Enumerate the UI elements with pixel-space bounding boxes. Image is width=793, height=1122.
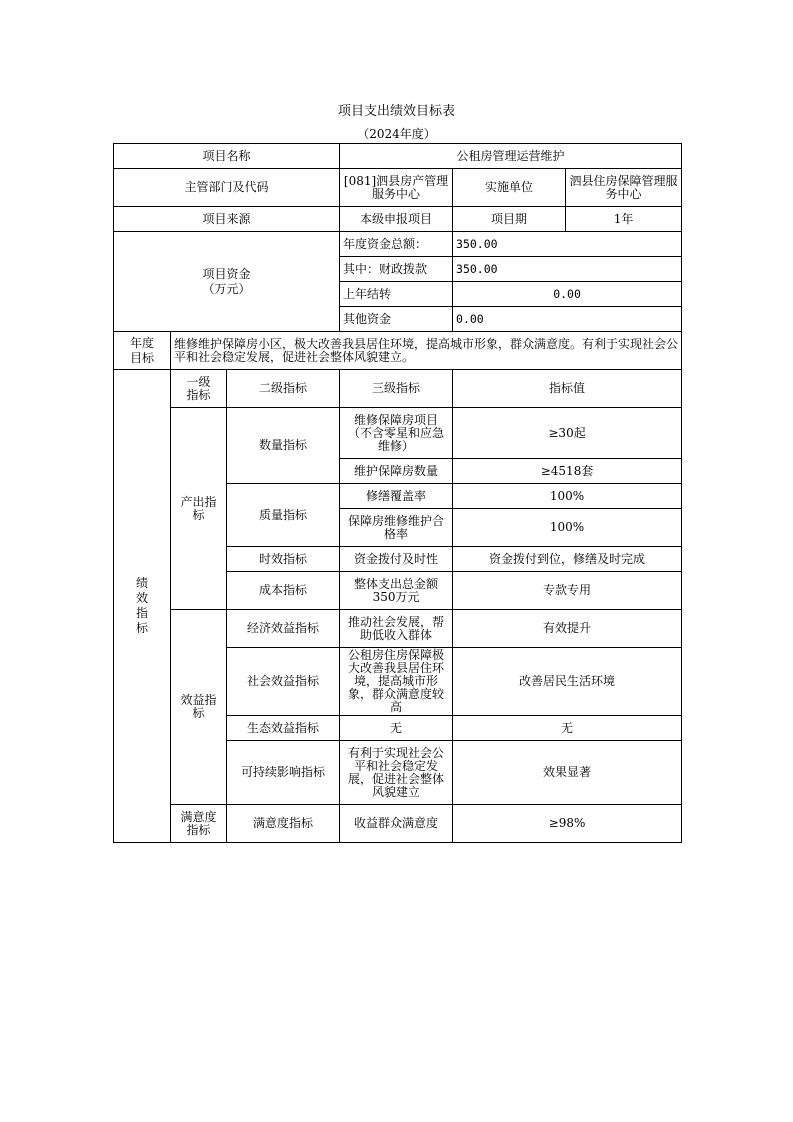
social-indicator-label: 社会效益指标	[227, 648, 340, 716]
annual-goal-label	[114, 332, 171, 370]
cost-indicator-label: 成本指标	[227, 572, 340, 610]
indicator-name: 推动社会发展，帮助低收入群体	[340, 610, 453, 648]
funds-row-label: 年度资金总额：	[340, 232, 453, 257]
row-quantity-1	[114, 408, 682, 459]
indicator-name: 资金拨付及时性	[340, 547, 453, 572]
indicator-value: 效果显著	[453, 741, 682, 805]
project-name-label: 项目名称	[114, 144, 340, 169]
ecological-indicator-label: 生态效益指标	[227, 716, 340, 741]
satisfaction-indicators-label	[171, 805, 227, 843]
department-value: [081]泗县房产管理服务中心	[340, 169, 453, 207]
funds-row-label: 上年结转	[340, 282, 453, 307]
implementing-unit-label: 实施单位	[453, 169, 566, 207]
indicator-name: 有利于实现社会公平和社会稳定发展，促进社会整体风貌建立	[340, 741, 453, 805]
indicator-name: 保障房维修维护合格率	[340, 509, 453, 547]
implementing-unit-value: 泗县住房保障管理服务中心	[566, 169, 682, 207]
row-satisfaction	[114, 805, 682, 843]
benefit-indicators-label	[171, 610, 227, 805]
indicator-value: 改善居民生活环境	[453, 648, 682, 716]
row-indicator-header	[114, 370, 682, 408]
timeliness-indicator-label: 时效指标	[227, 547, 340, 572]
indicator-name: 收益群众满意度	[340, 805, 453, 843]
period-label: 项目期	[453, 207, 566, 232]
satisfaction-indicators-text: 满意度指标	[180, 809, 217, 837]
funds-label-text: 项目资金（万元）	[202, 266, 251, 296]
row-funds-total	[114, 232, 682, 257]
funds-row-value: 350.00	[453, 257, 682, 282]
row-economic	[114, 610, 682, 648]
indicator-name: 修缮覆盖率	[340, 484, 453, 509]
output-indicators-label	[171, 408, 227, 610]
funds-label	[114, 232, 340, 332]
indicator-value: 100%	[453, 509, 682, 547]
row-source	[114, 207, 682, 232]
annual-goal-label-text: 年度目标	[129, 335, 154, 365]
benefit-indicators-text: 效益指标	[180, 693, 217, 720]
quality-indicator-label: 质量指标	[227, 484, 340, 547]
funds-row-value: 0.00	[453, 307, 682, 332]
cost-indicator-name-text: 整体支出总金额350万元	[354, 576, 439, 604]
indicator-value: 资金拨付到位，修缮及时完成	[453, 547, 682, 572]
indicator-name: 维护保障房数量	[340, 459, 453, 484]
indicator-name: 维修保障房项目（不含零星和应急维修）	[340, 408, 453, 459]
quantity-indicator-label: 数量指标	[227, 408, 340, 484]
row-department	[114, 169, 682, 207]
indicator-value: 100%	[453, 484, 682, 509]
project-name-value: 公租房管理运营维护	[340, 144, 682, 169]
annual-goal-text: 维修维护保障房小区，极大改善我县居住环境，提高城市形象，群众满意度。有利于实现社会公平和社会稳定发展，促进社会整体风貌建立。	[171, 332, 682, 370]
indicator-name: 无	[340, 716, 453, 741]
performance-indicators-text: 绩效指标	[135, 576, 148, 635]
output-indicators-text: 产出指标	[180, 494, 217, 522]
performance-indicators-label	[114, 370, 171, 843]
indicator-name: 公租房住房保障极大改善我县居住环境，提高城市形象，群众满意度较高	[340, 648, 453, 716]
department-label: 主管部门及代码	[114, 169, 340, 207]
row-annual-goal	[114, 332, 682, 370]
indicator-value: 专款专用	[453, 572, 682, 610]
indicator-name	[340, 572, 453, 610]
funds-row-value: 350.00	[453, 232, 682, 257]
document-title: 项目支出绩效目标表	[337, 104, 455, 119]
funds-row-label: 其他资金	[340, 307, 453, 332]
row-project-name	[114, 144, 682, 169]
header-level2: 二级指标	[227, 370, 340, 408]
indicator-value: ≥30起	[453, 408, 682, 459]
header-level3: 三级指标	[340, 370, 453, 408]
indicator-value: ≥4518套	[453, 459, 682, 484]
sustainable-indicator-label: 可持续影响指标	[227, 741, 340, 805]
indicator-value: 无	[453, 716, 682, 741]
funds-row-value: 0.00	[453, 282, 682, 307]
funds-row-label: 其中：财政拨款	[340, 257, 453, 282]
period-value: 1年	[566, 207, 682, 232]
indicator-value: 有效提升	[453, 610, 682, 648]
document-year: （2024年度）	[357, 127, 436, 141]
header-value: 指标值	[453, 370, 682, 408]
source-value: 本级申报项目	[340, 207, 453, 232]
satisfaction-sub-label: 满意度指标	[227, 805, 340, 843]
indicator-value: ≥98%	[453, 805, 682, 843]
source-label: 项目来源	[114, 207, 340, 232]
header-level1	[171, 370, 227, 408]
header-level1-text: 一级指标	[186, 374, 211, 402]
performance-table	[113, 143, 682, 843]
economic-indicator-label: 经济效益指标	[227, 610, 340, 648]
